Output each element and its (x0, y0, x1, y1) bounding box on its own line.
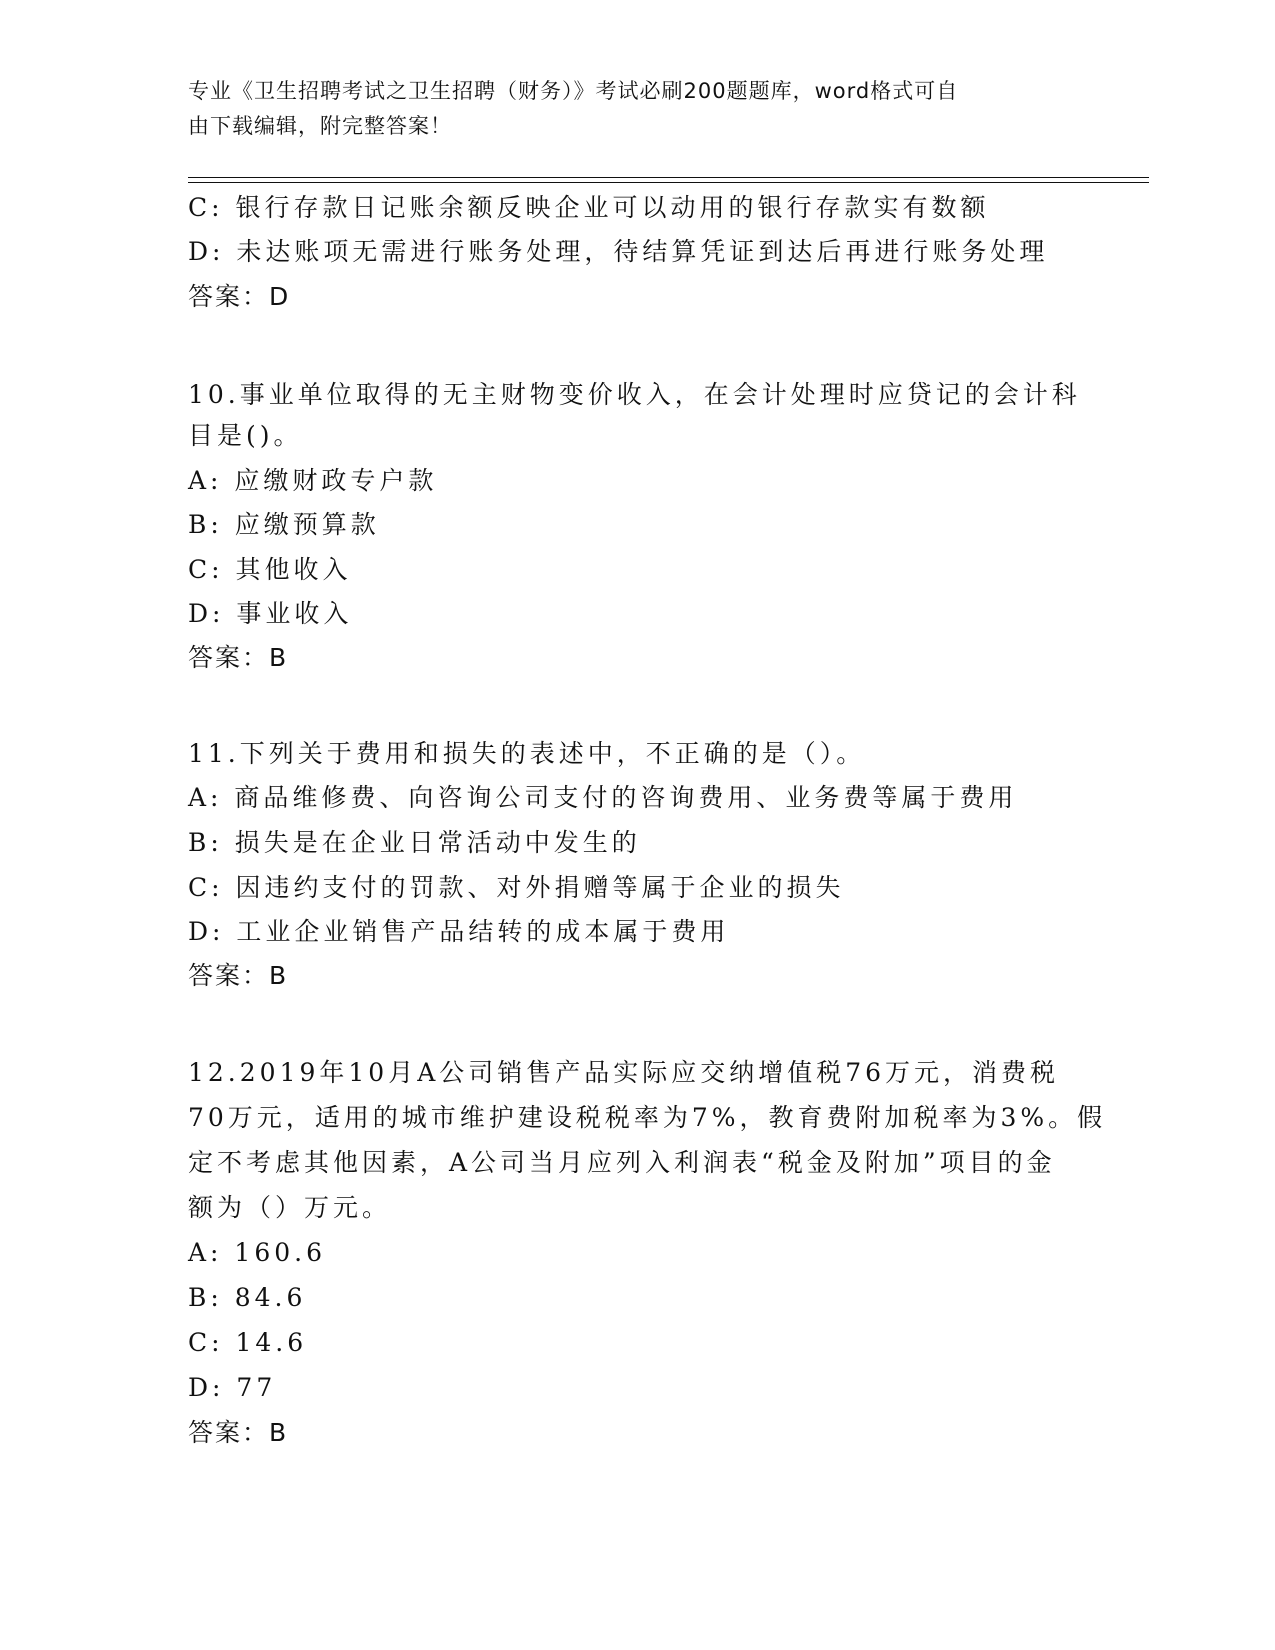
q12-stem-line3: 定不考虑其他因素，A公司当月应列入利润表“税金及附加”项目的金 (188, 1148, 1056, 1177)
q12-option-d: D: 77 (188, 1373, 277, 1402)
q11-option-c: C: 因违约支付的罚款、对外捐赠等属于企业的损失 (188, 873, 845, 902)
q10-option-b: B: 应缴预算款 (188, 510, 380, 539)
q12-answer: 答案：B (188, 1418, 289, 1447)
q12-stem-line2: 70万元，适用的城市维护建设税税率为7%，教育费附加税率为3%。假 (188, 1103, 1107, 1132)
q12-option-c: C: 14.6 (188, 1328, 308, 1357)
q10-stem-line2: 目是()。 (188, 421, 303, 450)
header-rule-bottom (188, 182, 1149, 183)
q11-option-a: A: 商品维修费、向咨询公司支付的咨询费用、业务费等属于费用 (188, 783, 1018, 812)
q9-option-c: C: 银行存款日记账余额反映企业可以动用的银行存款实有数额 (188, 193, 990, 222)
document-header: 专业《卫生招聘考试之卫生招聘（财务）》考试必刷200题题库，word格式可自 由下载编辑，附完整答案！ (188, 79, 959, 138)
q11-answer: 答案：B (188, 961, 289, 990)
q9-option-d: D: 未达账项无需进行账务处理，待结算凭证到达后再进行账务处理 (188, 237, 1049, 266)
q11-option-d: D: 工业企业销售产品结转的成本属于费用 (188, 917, 730, 946)
q11-stem-line1: 11.下列关于费用和损失的表述中，不正确的是（）。 (188, 739, 866, 768)
q10-option-c: C: 其他收入 (188, 555, 352, 584)
header-rule-top (188, 177, 1149, 178)
q9-answer: 答案：D (188, 282, 291, 311)
q10-option-a: A: 应缴财政专户款 (188, 466, 438, 495)
q10-option-d: D: 事业收入 (188, 599, 353, 628)
q10-answer: 答案：B (188, 643, 289, 672)
q12-stem-line1: 12.2019年10月A公司销售产品实际应交纳增值税76万元，消费税 (188, 1058, 1060, 1087)
q12-stem-line4: 额为（）万元。 (188, 1193, 392, 1222)
q12-option-b: B: 84.6 (188, 1283, 307, 1312)
q12-option-a: A: 160.6 (188, 1238, 326, 1267)
q10-stem-line1: 10.事业单位取得的无主财物变价收入，在会计处理时应贷记的会计科 (188, 380, 1081, 409)
q11-option-b: B: 损失是在企业日常活动中发生的 (188, 828, 641, 857)
